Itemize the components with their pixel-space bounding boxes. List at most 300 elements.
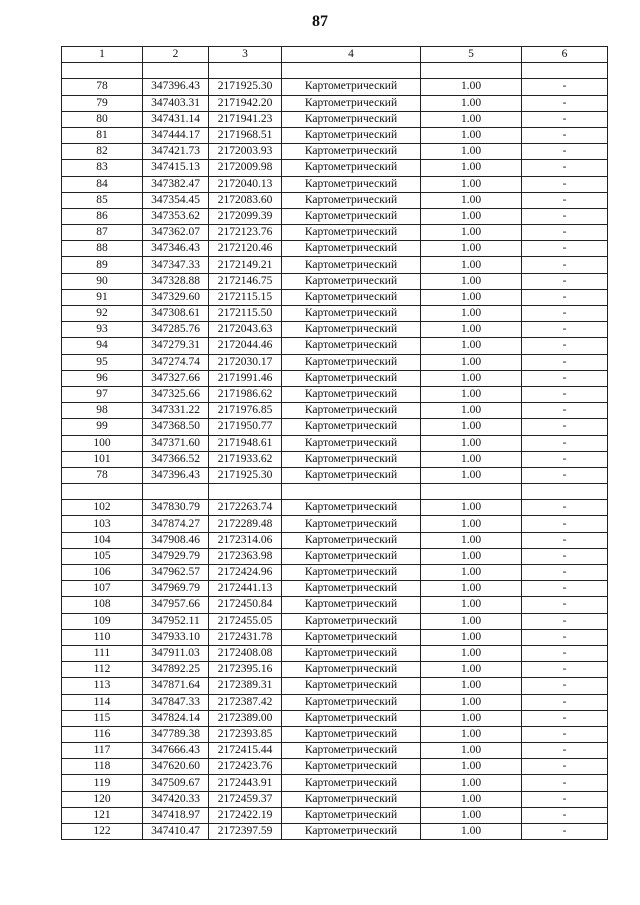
table-row	[62, 824, 608, 840]
note-cell: -	[522, 565, 608, 581]
header-cell-2: 2	[143, 47, 209, 63]
point-number-cell: 95	[62, 354, 143, 370]
y-coordinate-cell: 2172455.05	[209, 613, 282, 629]
accuracy-cell: 1.00	[421, 322, 522, 338]
empty-cell	[62, 63, 143, 79]
point-number-cell: 110	[62, 629, 143, 645]
note-cell: -	[522, 824, 608, 840]
point-number-cell: 113	[62, 678, 143, 694]
blank-separator-row	[62, 484, 608, 500]
point-number-cell: 93	[62, 322, 143, 338]
accuracy-cell: 1.00	[421, 160, 522, 176]
point-number-cell: 106	[62, 565, 143, 581]
method-cell: Картометрический	[282, 386, 421, 402]
accuracy-cell: 1.00	[421, 144, 522, 160]
y-coordinate-cell: 2172123.76	[209, 225, 282, 241]
method-cell: Картометрический	[282, 111, 421, 127]
method-cell: Картометрический	[282, 306, 421, 322]
point-number-cell: 91	[62, 289, 143, 305]
point-number-cell: 118	[62, 759, 143, 775]
accuracy-cell: 1.00	[421, 629, 522, 645]
x-coordinate-cell: 347347.33	[143, 257, 209, 273]
accuracy-cell: 1.00	[421, 79, 522, 95]
accuracy-cell: 1.00	[421, 176, 522, 192]
x-coordinate-cell: 347346.43	[143, 241, 209, 257]
y-coordinate-cell: 2172408.08	[209, 645, 282, 661]
y-coordinate-cell: 2171948.61	[209, 435, 282, 451]
y-coordinate-cell: 2172009.98	[209, 160, 282, 176]
note-cell: -	[522, 743, 608, 759]
header-cell-6: 6	[522, 47, 608, 63]
table-row	[62, 160, 608, 176]
y-coordinate-cell: 2172314.06	[209, 532, 282, 548]
method-cell: Картометрический	[282, 419, 421, 435]
y-coordinate-cell: 2172389.00	[209, 710, 282, 726]
accuracy-cell: 1.00	[421, 565, 522, 581]
accuracy-cell: 1.00	[421, 306, 522, 322]
x-coordinate-cell: 347382.47	[143, 176, 209, 192]
empty-cell	[143, 484, 209, 500]
method-cell: Картометрический	[282, 645, 421, 661]
method-cell: Картометрический	[282, 548, 421, 564]
point-number-cell: 86	[62, 208, 143, 224]
y-coordinate-cell: 2171976.85	[209, 403, 282, 419]
accuracy-cell: 1.00	[421, 613, 522, 629]
note-cell: -	[522, 597, 608, 613]
method-cell: Картометрический	[282, 824, 421, 840]
y-coordinate-cell: 2172099.39	[209, 208, 282, 224]
x-coordinate-cell: 347911.03	[143, 645, 209, 661]
y-coordinate-cell: 2172424.96	[209, 565, 282, 581]
x-coordinate-cell: 347274.74	[143, 354, 209, 370]
table-row	[62, 710, 608, 726]
x-coordinate-cell: 347892.25	[143, 662, 209, 678]
method-cell: Картометрический	[282, 127, 421, 143]
method-cell: Картометрический	[282, 500, 421, 516]
method-cell: Картометрический	[282, 516, 421, 532]
note-cell: -	[522, 257, 608, 273]
x-coordinate-cell: 347908.46	[143, 532, 209, 548]
accuracy-cell: 1.00	[421, 824, 522, 840]
table-row	[62, 548, 608, 564]
y-coordinate-cell: 2172003.93	[209, 144, 282, 160]
table-row	[62, 629, 608, 645]
table-row	[62, 775, 608, 791]
table-row	[62, 759, 608, 775]
x-coordinate-cell: 347420.33	[143, 791, 209, 807]
note-cell: -	[522, 516, 608, 532]
table-row	[62, 743, 608, 759]
y-coordinate-cell: 2172415.44	[209, 743, 282, 759]
y-coordinate-cell: 2172387.42	[209, 694, 282, 710]
y-coordinate-cell: 2172443.91	[209, 775, 282, 791]
x-coordinate-cell: 347929.79	[143, 548, 209, 564]
empty-cell	[522, 484, 608, 500]
x-coordinate-cell: 347789.38	[143, 726, 209, 742]
note-cell: -	[522, 548, 608, 564]
y-coordinate-cell: 2171950.77	[209, 419, 282, 435]
table-row	[62, 516, 608, 532]
point-number-cell: 92	[62, 306, 143, 322]
note-cell: -	[522, 338, 608, 354]
x-coordinate-cell: 347509.67	[143, 775, 209, 791]
accuracy-cell: 1.00	[421, 338, 522, 354]
point-number-cell: 101	[62, 451, 143, 467]
y-coordinate-cell: 2171986.62	[209, 386, 282, 402]
point-number-cell: 97	[62, 386, 143, 402]
note-cell: -	[522, 710, 608, 726]
table-row	[62, 127, 608, 143]
table-row	[62, 791, 608, 807]
accuracy-cell: 1.00	[421, 127, 522, 143]
y-coordinate-cell: 2172146.75	[209, 273, 282, 289]
table-row	[62, 289, 608, 305]
method-cell: Картометрический	[282, 79, 421, 95]
x-coordinate-cell: 347418.97	[143, 807, 209, 823]
x-coordinate-cell: 347366.52	[143, 451, 209, 467]
y-coordinate-cell: 2172459.37	[209, 791, 282, 807]
empty-cell	[421, 484, 522, 500]
note-cell: -	[522, 775, 608, 791]
y-coordinate-cell: 2171933.62	[209, 451, 282, 467]
table-row	[62, 532, 608, 548]
accuracy-cell: 1.00	[421, 694, 522, 710]
point-number-cell: 79	[62, 95, 143, 111]
x-coordinate-cell: 347331.22	[143, 403, 209, 419]
accuracy-cell: 1.00	[421, 403, 522, 419]
table-row	[62, 678, 608, 694]
note-cell: -	[522, 451, 608, 467]
point-number-cell: 80	[62, 111, 143, 127]
x-coordinate-cell: 347952.11	[143, 613, 209, 629]
y-coordinate-cell: 2172395.16	[209, 662, 282, 678]
table-row	[62, 645, 608, 661]
table-row	[62, 565, 608, 581]
y-coordinate-cell: 2171968.51	[209, 127, 282, 143]
accuracy-cell: 1.00	[421, 208, 522, 224]
y-coordinate-cell: 2172083.60	[209, 192, 282, 208]
accuracy-cell: 1.00	[421, 419, 522, 435]
point-number-cell: 78	[62, 79, 143, 95]
accuracy-cell: 1.00	[421, 386, 522, 402]
note-cell: -	[522, 386, 608, 402]
method-cell: Картометрический	[282, 532, 421, 548]
accuracy-cell: 1.00	[421, 710, 522, 726]
empty-cell	[421, 63, 522, 79]
table-row	[62, 257, 608, 273]
method-cell: Картометрический	[282, 322, 421, 338]
table-row	[62, 435, 608, 451]
point-number-cell: 84	[62, 176, 143, 192]
note-cell: -	[522, 354, 608, 370]
y-coordinate-cell: 2172120.46	[209, 241, 282, 257]
accuracy-cell: 1.00	[421, 678, 522, 694]
method-cell: Картометрический	[282, 694, 421, 710]
method-cell: Картометрический	[282, 257, 421, 273]
x-coordinate-cell: 347847.33	[143, 694, 209, 710]
point-number-cell: 103	[62, 516, 143, 532]
method-cell: Картометрический	[282, 208, 421, 224]
method-cell: Картометрический	[282, 726, 421, 742]
point-number-cell: 107	[62, 581, 143, 597]
accuracy-cell: 1.00	[421, 743, 522, 759]
header-cell-1: 1	[62, 47, 143, 63]
accuracy-cell: 1.00	[421, 581, 522, 597]
method-cell: Картометрический	[282, 273, 421, 289]
note-cell: -	[522, 403, 608, 419]
note-cell: -	[522, 500, 608, 516]
empty-cell	[143, 63, 209, 79]
empty-cell	[282, 63, 421, 79]
accuracy-cell: 1.00	[421, 273, 522, 289]
x-coordinate-cell: 347666.43	[143, 743, 209, 759]
method-cell: Картометрический	[282, 160, 421, 176]
x-coordinate-cell: 347308.61	[143, 306, 209, 322]
method-cell: Картометрический	[282, 370, 421, 386]
note-cell: -	[522, 694, 608, 710]
method-cell: Картометрический	[282, 678, 421, 694]
table-row	[62, 208, 608, 224]
point-number-cell: 81	[62, 127, 143, 143]
point-number-cell: 102	[62, 500, 143, 516]
y-coordinate-cell: 2172289.48	[209, 516, 282, 532]
table-row	[62, 176, 608, 192]
note-cell: -	[522, 322, 608, 338]
accuracy-cell: 1.00	[421, 807, 522, 823]
point-number-cell: 115	[62, 710, 143, 726]
table-row	[62, 500, 608, 516]
accuracy-cell: 1.00	[421, 257, 522, 273]
note-cell: -	[522, 467, 608, 483]
note-cell: -	[522, 629, 608, 645]
x-coordinate-cell: 347353.62	[143, 208, 209, 224]
accuracy-cell: 1.00	[421, 775, 522, 791]
point-number-cell: 83	[62, 160, 143, 176]
point-number-cell: 94	[62, 338, 143, 354]
note-cell: -	[522, 176, 608, 192]
empty-cell	[209, 484, 282, 500]
table-row	[62, 694, 608, 710]
x-coordinate-cell: 347396.43	[143, 467, 209, 483]
page-number: 87	[312, 13, 328, 30]
table-row	[62, 338, 608, 354]
accuracy-cell: 1.00	[421, 500, 522, 516]
method-cell: Картометрический	[282, 435, 421, 451]
x-coordinate-cell: 347327.66	[143, 370, 209, 386]
method-cell: Картометрический	[282, 144, 421, 160]
note-cell: -	[522, 807, 608, 823]
point-number-cell: 90	[62, 273, 143, 289]
accuracy-cell: 1.00	[421, 354, 522, 370]
accuracy-cell: 1.00	[421, 645, 522, 661]
y-coordinate-cell: 2172393.85	[209, 726, 282, 742]
point-number-cell: 89	[62, 257, 143, 273]
accuracy-cell: 1.00	[421, 225, 522, 241]
table-row	[62, 111, 608, 127]
coordinates-table-body	[62, 47, 608, 840]
blank-separator-row	[62, 63, 608, 79]
x-coordinate-cell: 347279.31	[143, 338, 209, 354]
x-coordinate-cell: 347285.76	[143, 322, 209, 338]
point-number-cell: 120	[62, 791, 143, 807]
method-cell: Картометрический	[282, 807, 421, 823]
note-cell: -	[522, 435, 608, 451]
point-number-cell: 98	[62, 403, 143, 419]
x-coordinate-cell: 347329.60	[143, 289, 209, 305]
note-cell: -	[522, 79, 608, 95]
accuracy-cell: 1.00	[421, 95, 522, 111]
table-row	[62, 807, 608, 823]
table-row	[62, 306, 608, 322]
table-row	[62, 581, 608, 597]
note-cell: -	[522, 95, 608, 111]
accuracy-cell: 1.00	[421, 726, 522, 742]
coordinates-table	[61, 46, 608, 840]
method-cell: Картометрический	[282, 338, 421, 354]
note-cell: -	[522, 225, 608, 241]
point-number-cell: 114	[62, 694, 143, 710]
point-number-cell: 88	[62, 241, 143, 257]
accuracy-cell: 1.00	[421, 532, 522, 548]
x-coordinate-cell: 347824.14	[143, 710, 209, 726]
method-cell: Картометрический	[282, 629, 421, 645]
x-coordinate-cell: 347325.66	[143, 386, 209, 402]
x-coordinate-cell: 347871.64	[143, 678, 209, 694]
accuracy-cell: 1.00	[421, 451, 522, 467]
table-row	[62, 403, 608, 419]
accuracy-cell: 1.00	[421, 548, 522, 564]
note-cell: -	[522, 581, 608, 597]
point-number-cell: 112	[62, 662, 143, 678]
table-row	[62, 613, 608, 629]
table-row	[62, 419, 608, 435]
x-coordinate-cell: 347933.10	[143, 629, 209, 645]
point-number-cell: 99	[62, 419, 143, 435]
table-row	[62, 386, 608, 402]
table-row	[62, 597, 608, 613]
method-cell: Картометрический	[282, 662, 421, 678]
point-number-cell: 87	[62, 225, 143, 241]
x-coordinate-cell: 347431.14	[143, 111, 209, 127]
method-cell: Картометрический	[282, 759, 421, 775]
note-cell: -	[522, 532, 608, 548]
x-coordinate-cell: 347371.60	[143, 435, 209, 451]
y-coordinate-cell: 2172044.46	[209, 338, 282, 354]
y-coordinate-cell: 2172115.50	[209, 306, 282, 322]
x-coordinate-cell: 347962.57	[143, 565, 209, 581]
accuracy-cell: 1.00	[421, 597, 522, 613]
table-row	[62, 662, 608, 678]
point-number-cell: 108	[62, 597, 143, 613]
table-row	[62, 273, 608, 289]
empty-cell	[282, 484, 421, 500]
method-cell: Картометрический	[282, 613, 421, 629]
point-number-cell: 119	[62, 775, 143, 791]
note-cell: -	[522, 160, 608, 176]
y-coordinate-cell: 2172363.98	[209, 548, 282, 564]
accuracy-cell: 1.00	[421, 111, 522, 127]
note-cell: -	[522, 759, 608, 775]
note-cell: -	[522, 306, 608, 322]
empty-cell	[522, 63, 608, 79]
note-cell: -	[522, 273, 608, 289]
x-coordinate-cell: 347444.17	[143, 127, 209, 143]
method-cell: Картометрический	[282, 289, 421, 305]
y-coordinate-cell: 2172397.59	[209, 824, 282, 840]
y-coordinate-cell: 2172040.13	[209, 176, 282, 192]
point-number-cell: 104	[62, 532, 143, 548]
y-coordinate-cell: 2171991.46	[209, 370, 282, 386]
point-number-cell: 105	[62, 548, 143, 564]
x-coordinate-cell: 347421.73	[143, 144, 209, 160]
method-cell: Картометрический	[282, 95, 421, 111]
accuracy-cell: 1.00	[421, 370, 522, 386]
table-row	[62, 241, 608, 257]
method-cell: Картометрический	[282, 403, 421, 419]
x-coordinate-cell: 347396.43	[143, 79, 209, 95]
table-header-row	[62, 47, 608, 63]
x-coordinate-cell: 347620.60	[143, 759, 209, 775]
point-number-cell: 117	[62, 743, 143, 759]
table-row	[62, 322, 608, 338]
method-cell: Картометрический	[282, 192, 421, 208]
note-cell: -	[522, 289, 608, 305]
table-row	[62, 726, 608, 742]
y-coordinate-cell: 2171942.20	[209, 95, 282, 111]
note-cell: -	[522, 208, 608, 224]
point-number-cell: 116	[62, 726, 143, 742]
table-row	[62, 144, 608, 160]
y-coordinate-cell: 2172263.74	[209, 500, 282, 516]
table-row	[62, 225, 608, 241]
note-cell: -	[522, 192, 608, 208]
empty-cell	[209, 63, 282, 79]
table-row	[62, 79, 608, 95]
header-cell-5: 5	[421, 47, 522, 63]
point-number-cell: 122	[62, 824, 143, 840]
method-cell: Картометрический	[282, 241, 421, 257]
point-number-cell: 78	[62, 467, 143, 483]
accuracy-cell: 1.00	[421, 435, 522, 451]
method-cell: Картометрический	[282, 565, 421, 581]
method-cell: Картометрический	[282, 710, 421, 726]
table-row	[62, 467, 608, 483]
y-coordinate-cell: 2171925.30	[209, 467, 282, 483]
note-cell: -	[522, 613, 608, 629]
y-coordinate-cell: 2172115.15	[209, 289, 282, 305]
point-number-cell: 111	[62, 645, 143, 661]
method-cell: Картометрический	[282, 581, 421, 597]
table-row	[62, 192, 608, 208]
method-cell: Картометрический	[282, 467, 421, 483]
point-number-cell: 109	[62, 613, 143, 629]
accuracy-cell: 1.00	[421, 759, 522, 775]
table-row	[62, 451, 608, 467]
empty-cell	[62, 484, 143, 500]
note-cell: -	[522, 127, 608, 143]
note-cell: -	[522, 726, 608, 742]
method-cell: Картометрический	[282, 451, 421, 467]
x-coordinate-cell: 347874.27	[143, 516, 209, 532]
header-cell-4: 4	[282, 47, 421, 63]
y-coordinate-cell: 2172431.78	[209, 629, 282, 645]
method-cell: Картометрический	[282, 176, 421, 192]
x-coordinate-cell: 347328.88	[143, 273, 209, 289]
accuracy-cell: 1.00	[421, 791, 522, 807]
x-coordinate-cell: 347403.31	[143, 95, 209, 111]
x-coordinate-cell: 347362.07	[143, 225, 209, 241]
x-coordinate-cell: 347969.79	[143, 581, 209, 597]
